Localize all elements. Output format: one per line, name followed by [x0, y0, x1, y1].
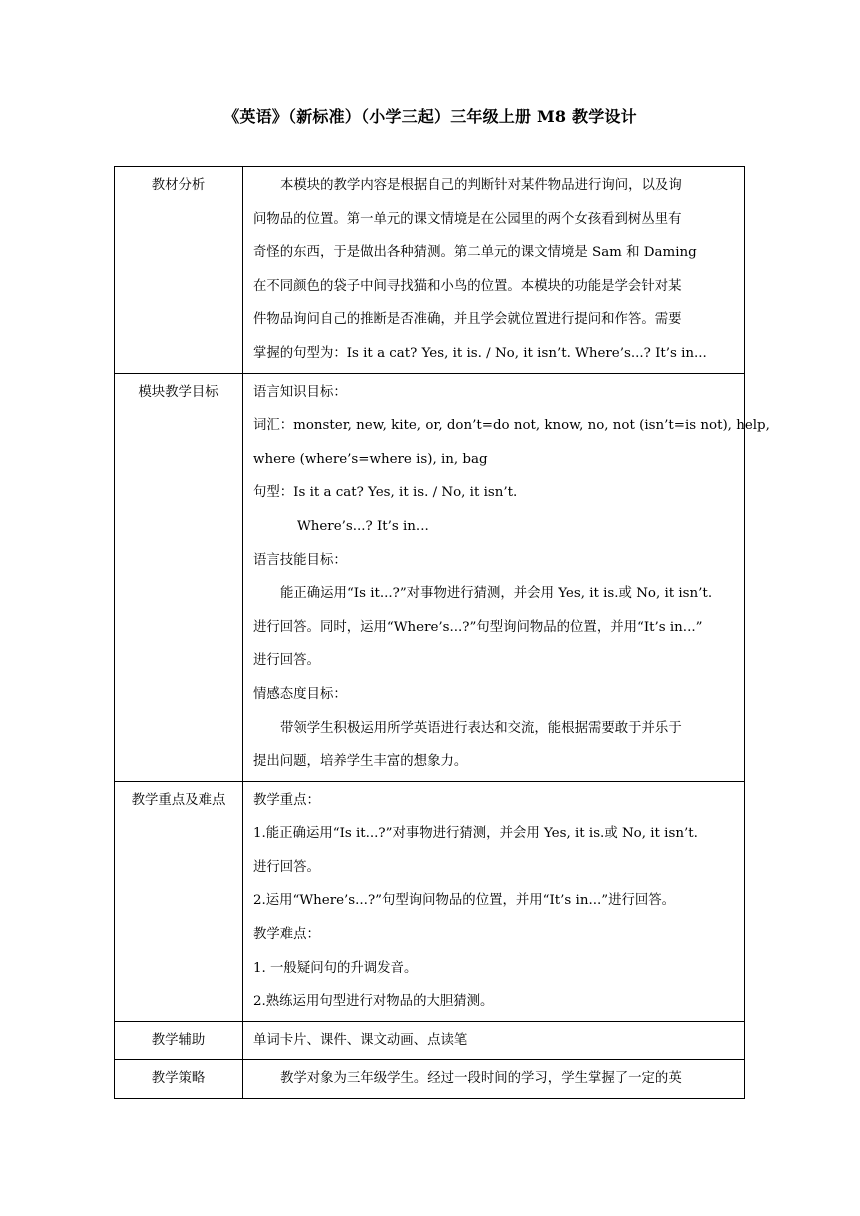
row-label: 教学策略: [115, 1060, 243, 1099]
content-line: 本模块的教学内容是根据自己的判断针对某件物品进行询问，以及询: [280, 178, 682, 193]
document-title: 《英语》（新标准）（小学三起）三年级上册 M8 教学设计: [223, 107, 637, 126]
row-content: [243, 373, 770, 781]
table-row-teaching-strategy: [115, 1060, 745, 1099]
content-line: 语言技能目标：: [253, 552, 347, 568]
content-line: 2.运用“Where’s...?”句型询问物品的位置，并用“It’s in...”进行回答。: [253, 893, 676, 909]
row-label: 教材分析: [115, 167, 243, 374]
content-line: 1.能正确运用“Is it...?”对事物进行猜测，并会用 Yes, it is.或 No, it isn’t.: [253, 826, 698, 842]
row-content: [243, 781, 745, 1021]
row-content: [243, 167, 745, 374]
content-line: 词汇：monster, new, kite, or, don’t=do not, know, no, not (isn’t=is not), help,: [253, 418, 770, 434]
content-line: 能正确运用“Is it...?”对事物进行猜测，并会用 Yes, it is.或 No, it isn’t.: [280, 586, 713, 602]
content-line: 掌握的句型为：Is it a cat? Yes, it is. / No, it isn’t. Where’s...? It’s in...: [253, 345, 707, 361]
content-line: 1. 一般疑问句的升调发音。: [253, 960, 418, 976]
content-line: 进行回答。: [253, 653, 320, 669]
content-line: 句型：Is it a cat? Yes, it is. / No, it isn’t.: [253, 485, 518, 501]
row-label: 教学重点及难点: [115, 781, 243, 1021]
row-label: 教学辅助: [115, 1021, 243, 1060]
table-row-key-points: [115, 781, 745, 1021]
content-line: 问物品的位置。第一单元的课文情境是在公园里的两个女孩看到树丛里有: [253, 211, 682, 227]
content-line: 带领学生积极运用所学英语进行表达和交流，能根据需要敢于并乐于: [280, 720, 682, 736]
lesson-plan-table: [114, 166, 770, 1099]
row-content: [243, 1060, 745, 1099]
content-line: 奇怪的东西，于是做出各种猜测。第二单元的课文情境是 Sam 和 Daming: [253, 245, 697, 261]
content-line: 进行回答。: [253, 859, 320, 875]
row-content: [243, 1021, 745, 1060]
content-line: 教学难点：: [253, 927, 320, 943]
content-line: 教学重点：: [253, 792, 320, 808]
content-line: 语言知识目标：: [253, 384, 347, 400]
content-line: 在不同颜色的袋子中间寻找猫和小鸟的位置。本模块的功能是学会针对某: [253, 278, 682, 294]
content-line: 单词卡片、课件、课文动画、点读笔: [253, 1032, 468, 1048]
content-line: 件物品询问自己的推断是否准确，并且学会就位置进行提问和作答。需要: [253, 312, 682, 328]
content-line: 提出问题，培养学生丰富的想象力。: [253, 754, 468, 770]
row-label: 模块教学目标: [115, 373, 243, 781]
content-line: 教学对象为三年级学生。经过一段时间的学习，学生掌握了一定的英: [280, 1071, 682, 1087]
content-line: where (where’s=where is), in, bag: [253, 451, 488, 467]
content-line: 情感态度目标：: [253, 686, 347, 702]
content-line: Where’s...? It’s in...: [297, 518, 429, 534]
table-row-teaching-aids: [115, 1021, 745, 1060]
table-row-module-objectives: [115, 373, 745, 781]
content-line: 2.熟练运用句型进行对物品的大胆猜测。: [253, 994, 494, 1010]
content-line: 进行回答。同时，运用“Where’s...?”句型询问物品的位置，并用“It’s in...”: [253, 619, 703, 635]
table-row-material-analysis: [115, 167, 745, 374]
